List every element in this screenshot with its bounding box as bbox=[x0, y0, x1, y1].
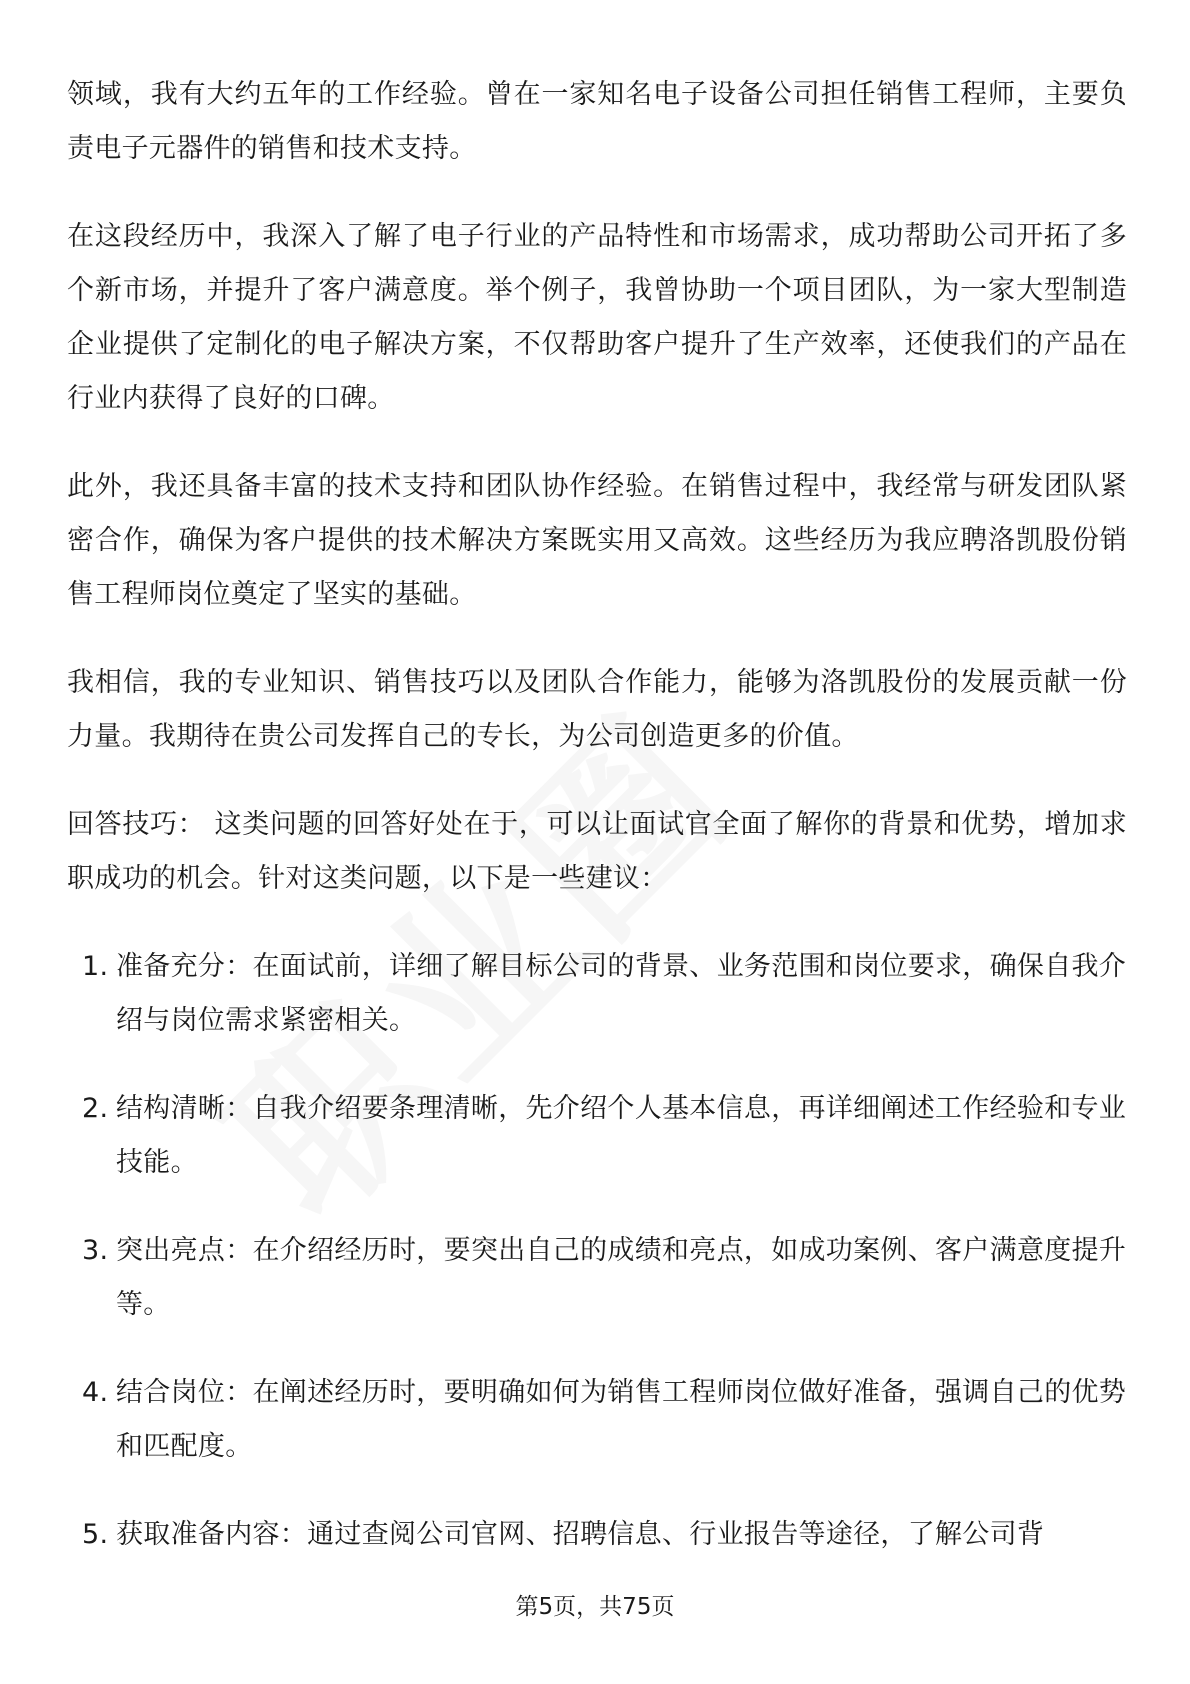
list-item bbox=[67, 1508, 1127, 1562]
list-item bbox=[67, 1366, 1127, 1474]
paragraph-teamwork: 此外，我还具备丰富的技术支持和团队协作经验。在销售过程中，我经常与研发团队紧密合作，确保为客户提供的技术解决方案既实用又高效。这些经历为我应聘洛凯股份销售工程师岗位奠定了坚实的基础。 bbox=[67, 471, 1127, 610]
tips-list bbox=[67, 940, 1127, 1562]
list-item-number: 5. bbox=[82, 1519, 109, 1550]
paragraph-experience: 领域，我有大约五年的工作经验。曾在一家知名电子设备公司担任销售工程师，主要负责电子元器件的销售和技术支持。 bbox=[67, 79, 1127, 164]
paragraph-achievements: 在这段经历中，我深入了解了电子行业的产品特性和市场需求，成功帮助公司开拓了多个新市场，并提升了客户满意度。举个例子，我曾协助一个项目团队，为一家大型制造企业提供了定制化的电子解决方案，不仅帮助客户提升了生产效率，还使我们的产品在行业内获得了良好的口碑。 bbox=[67, 221, 1127, 414]
list-item-text: 结构清晰：自我介绍要条理清晰，先介绍个人基本信息，再详细阐述工作经验和专业技能。 bbox=[116, 1093, 1127, 1178]
list-item-text: 获取准备内容：通过查阅公司官网、招聘信息、行业报告等途径，了解公司背 bbox=[116, 1519, 1045, 1550]
list-item bbox=[67, 1082, 1127, 1190]
list-item-text: 准备充分：在面试前，详细了解目标公司的背景、业务范围和岗位要求，确保自我介绍与岗位需求紧密相关。 bbox=[116, 951, 1127, 1036]
paragraph-answer-tips: 回答技巧： 这类问题的回答好处在于，可以让面试官全面了解你的背景和优势，增加求职成功的机会。针对这类问题，以下是一些建议： bbox=[67, 809, 1127, 894]
list-item-text: 结合岗位：在阐述经历时，要明确如何为销售工程师岗位做好准备，强调自己的优势和匹配度。 bbox=[116, 1377, 1127, 1462]
list-item-number: 1. bbox=[82, 951, 109, 982]
list-item-number: 2. bbox=[82, 1093, 109, 1124]
page-number-footer: 第5页，共75页 bbox=[515, 1594, 675, 1620]
paragraph-conclusion: 我相信，我的专业知识、销售技巧以及团队合作能力，能够为洛凯股份的发展贡献一份力量。我期待在贵公司发挥自己的专长，为公司创造更多的价值。 bbox=[67, 667, 1127, 752]
list-item-text: 突出亮点：在介绍经历时，要突出自己的成绩和亮点，如成功案例、客户满意度提升等。 bbox=[116, 1235, 1127, 1320]
list-item-number: 4. bbox=[82, 1377, 109, 1408]
list-item bbox=[67, 940, 1127, 1048]
list-item bbox=[67, 1224, 1127, 1332]
document-body bbox=[67, 68, 1127, 1596]
list-item-number: 3. bbox=[82, 1235, 109, 1266]
